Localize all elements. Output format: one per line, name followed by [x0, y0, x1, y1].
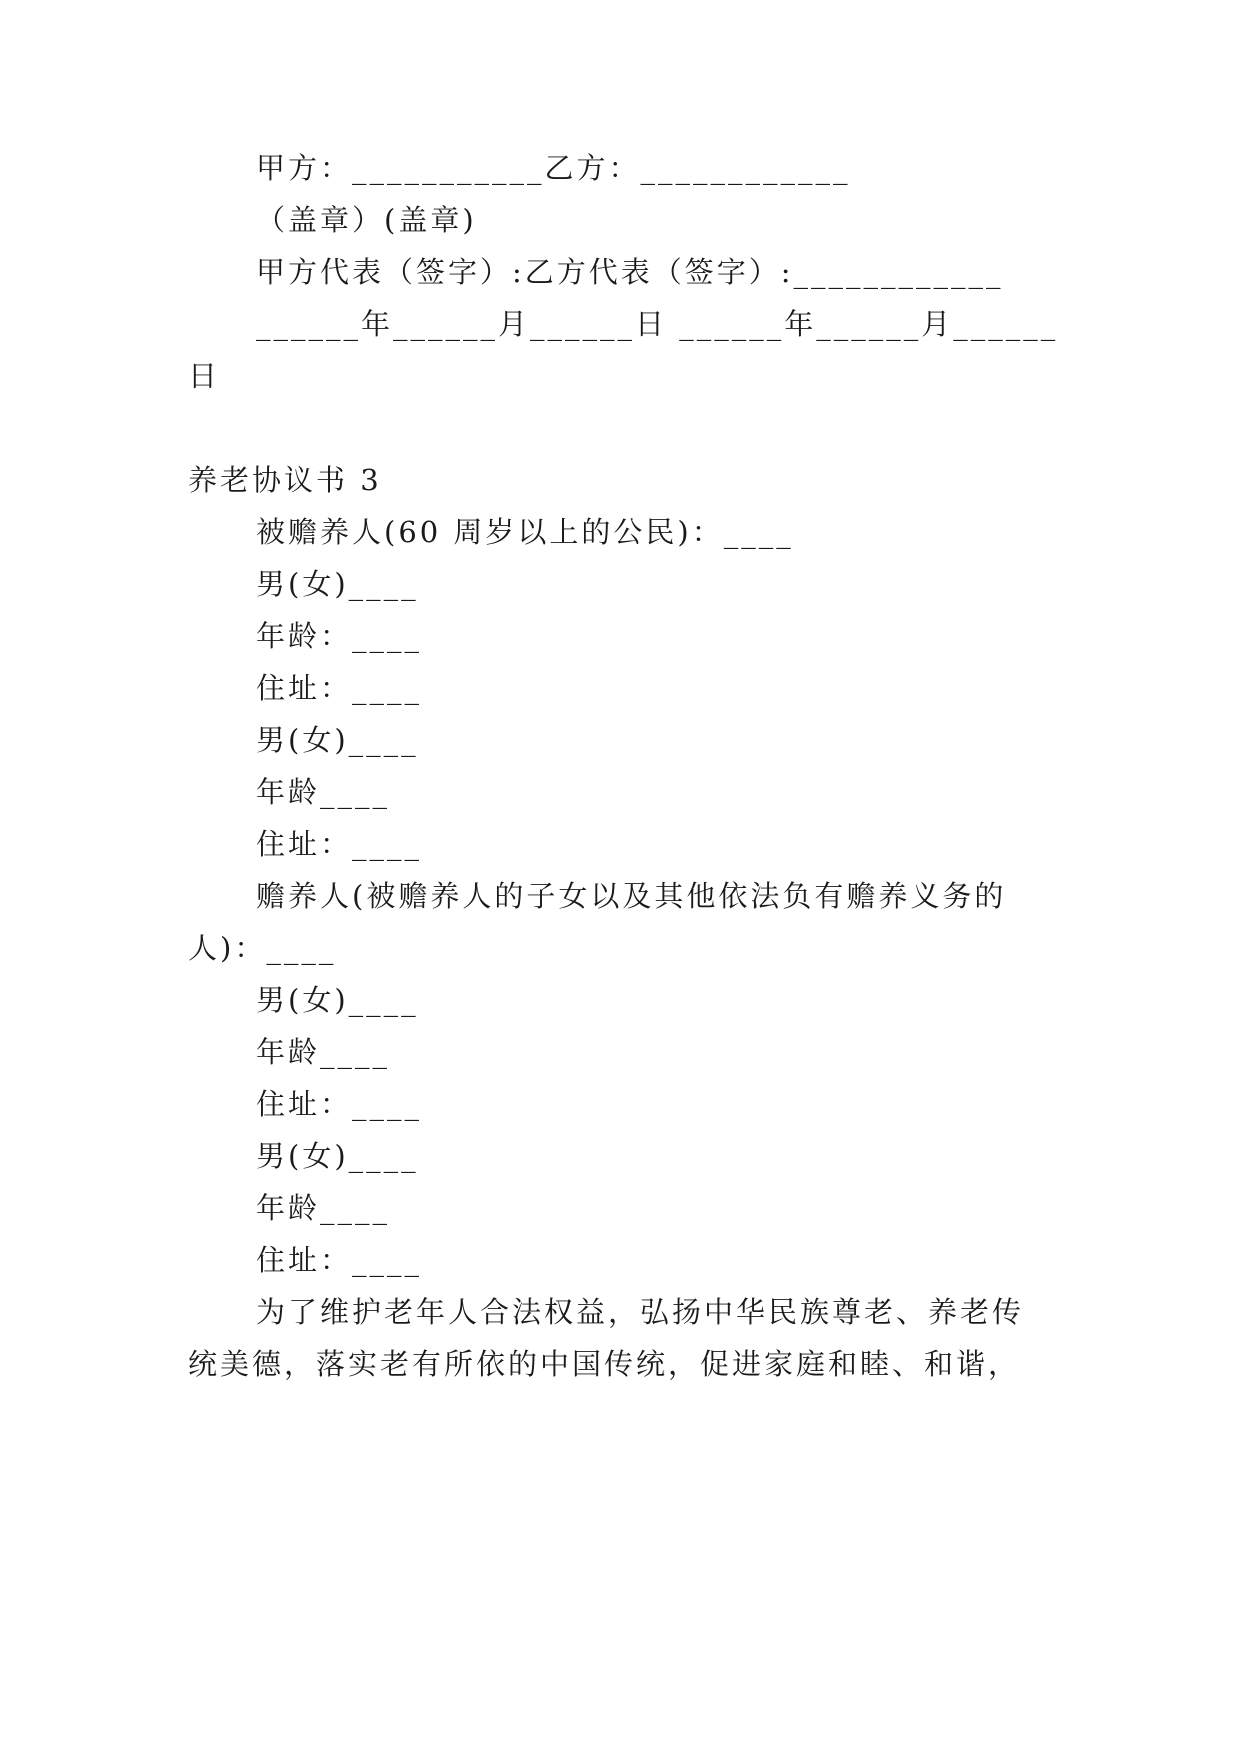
date-line-continuation: 日 — [188, 359, 221, 393]
supporter-label-continuation: 人)：____ — [188, 931, 337, 965]
representative-signature-line: 甲方代表（签字）:乙方代表（签字）:____________ — [256, 255, 1004, 289]
supported-2-address: 住址：____ — [256, 827, 423, 861]
supporter-1-gender: 男(女)____ — [256, 983, 419, 1017]
supported-1-gender: 男(女)____ — [256, 567, 419, 601]
supporter-2-age: 年龄____ — [256, 1191, 391, 1225]
seal-line: （盖章）(盖章) — [256, 203, 477, 237]
purpose-paragraph-line-1: 为了维护老年人合法权益，弘扬中华民族尊老、养老传 — [256, 1295, 1025, 1329]
supported-1-address: 住址：____ — [256, 671, 423, 705]
parties-line: 甲方：___________乙方：____________ — [256, 151, 851, 185]
supporter-2-gender: 男(女)____ — [256, 1139, 419, 1173]
supported-2-gender: 男(女)____ — [256, 723, 419, 757]
supported-2-age: 年龄____ — [256, 775, 391, 809]
supporter-1-age: 年龄____ — [256, 1035, 391, 1069]
supported-person-label: 被赡养人(60 周岁以上的公民)：____ — [256, 515, 794, 549]
supporter-label: 赡养人(被赡养人的子女以及其他依法负有赡养义务的 — [256, 879, 1007, 913]
section-title: 养老协议书 3 — [188, 463, 382, 497]
supporter-1-address: 住址：____ — [256, 1087, 423, 1121]
date-line: ______年______月______日 ______年______月______ — [256, 307, 1059, 341]
supporter-2-address: 住址：____ — [256, 1243, 423, 1277]
supported-1-age: 年龄：____ — [256, 619, 423, 653]
purpose-paragraph-line-2: 统美德，落实老有所依的中国传统，促进家庭和睦、和谐， — [188, 1347, 1021, 1381]
